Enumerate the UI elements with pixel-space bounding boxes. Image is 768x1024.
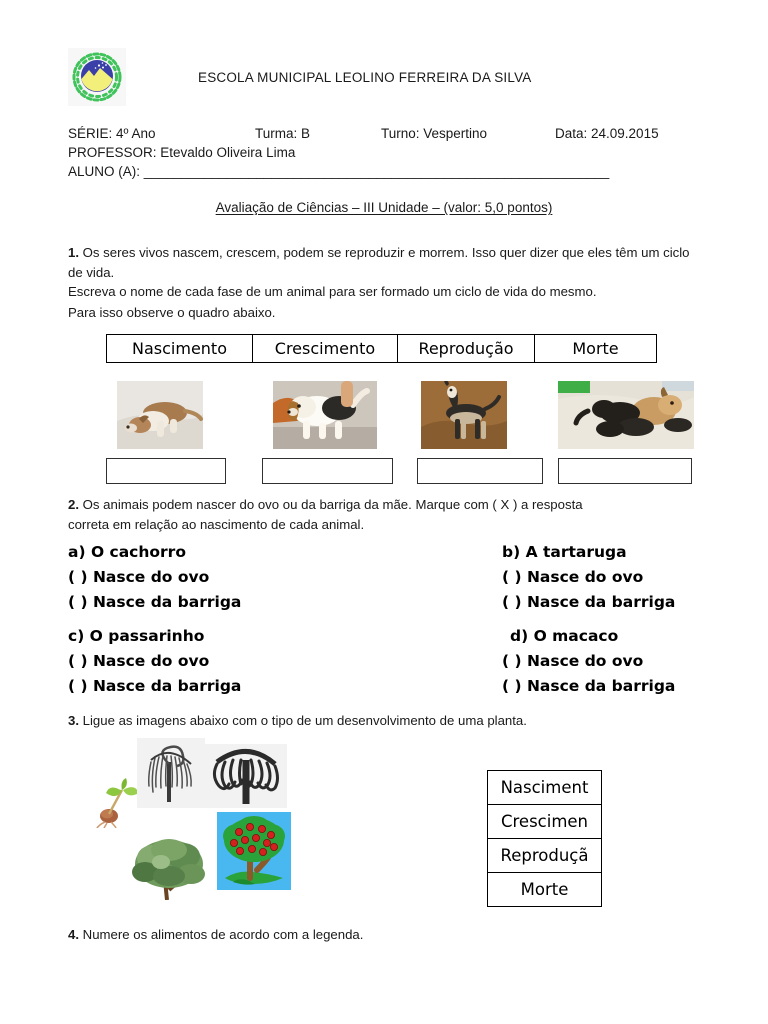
question-3-number: 3. (68, 713, 79, 728)
question-2-text (68, 495, 702, 534)
school-crest-logo (68, 48, 126, 106)
question-2-row-cd (68, 624, 708, 708)
adult-dog-photo (421, 381, 507, 449)
stage-cell-reproducao[interactable]: Reproduçã (488, 839, 602, 873)
plant-images-group (95, 738, 395, 903)
question-4-line: Numere os alimentos de acordo com a legenda. (79, 927, 364, 942)
phase-cell-nascimento: Nascimento (107, 335, 253, 363)
question-2-item-a (68, 540, 241, 615)
stage-cell-nascimento[interactable]: Nasciment (488, 771, 602, 805)
question-2-number: 2. (68, 497, 79, 512)
table-row (488, 839, 602, 873)
question-1-line-3: Para isso observe o quadro abaixo. (68, 304, 276, 320)
class-info-row (68, 124, 708, 143)
willow-tree-silhouette-image (137, 738, 205, 808)
aluno-field[interactable]: ALUNO (A): ______________________________________________________________ (68, 164, 610, 179)
table-row (488, 771, 602, 805)
question-1-text (68, 243, 700, 322)
green-leafy-tree-image (127, 830, 211, 900)
phase-cell-morte: Morte (535, 335, 657, 363)
item-d-option-barriga[interactable]: ( ) Nasce da barriga (502, 677, 676, 695)
answer-box-3[interactable] (417, 458, 543, 484)
stage-cell-morte[interactable]: Morte (488, 873, 602, 907)
plant-stage-table (487, 770, 602, 907)
table-row (107, 335, 657, 363)
question-3-text (68, 711, 702, 730)
question-2-item-d (502, 624, 676, 699)
data-field: Data: 24.09.2015 (555, 126, 659, 141)
answer-box-2[interactable] (262, 458, 393, 484)
life-cycle-phase-table (106, 334, 657, 363)
item-a-option-barriga[interactable]: ( ) Nasce da barriga (68, 593, 242, 611)
question-2-line-2: correta em relação ao nascimento de cada animal. (68, 516, 365, 532)
question-1-line-1: Os seres vivos nascem, crescem, podem se reproduzir e morrem. Isso quer dizer que eles têm um ciclo de vida. (68, 245, 690, 280)
willow-tree-wide-silhouette-image (205, 744, 287, 808)
item-d-option-ovo[interactable]: ( ) Nasce do ovo (502, 652, 644, 670)
question-4-text (68, 925, 668, 944)
table-row (488, 873, 602, 907)
question-4-number: 4. (68, 927, 79, 942)
table-row (488, 805, 602, 839)
phase-cell-reproducao: Reprodução (398, 335, 535, 363)
answer-box-4[interactable] (558, 458, 692, 484)
item-c-label: c) O passarinho (68, 627, 205, 645)
turma-field: Turma: B (255, 126, 311, 141)
evaluation-title-text: Avaliação de Ciências – III Unidade – (valor: 5,0 pontos) (215, 200, 553, 215)
question-2-item-c (68, 624, 241, 699)
item-d-label: d) O macaco (510, 627, 619, 645)
stage-cell-crescimento[interactable]: Crescimen (488, 805, 602, 839)
seedling-sprout-image (95, 776, 141, 828)
serie-field: SÉRIE: 4º Ano (68, 126, 156, 141)
item-c-option-ovo[interactable]: ( ) Nasce do ovo (68, 652, 210, 670)
question-2-row-ab (68, 540, 708, 624)
professor-field: PROFESSOR: Etevaldo Oliveira Lima (68, 145, 296, 160)
item-b-option-ovo[interactable]: ( ) Nasce do ovo (502, 568, 644, 586)
student-info-block (68, 124, 708, 182)
item-b-option-barriga[interactable]: ( ) Nasce da barriga (502, 593, 676, 611)
item-a-label: a) O cachorro (68, 543, 186, 561)
school-name: ESCOLA MUNICIPAL LEOLINO FERREIRA DA SILVA (198, 70, 532, 85)
answer-box-row (106, 458, 698, 484)
question-2-line-1: Os animais podem nascer do ovo ou da barriga da mãe. Marque com ( X ) a resposta (79, 497, 583, 512)
question-2-options-grid (68, 540, 708, 708)
puppy-newborn-photo (117, 381, 203, 449)
item-a-option-ovo[interactable]: ( ) Nasce do ovo (68, 568, 210, 586)
item-b-label: b) A tartaruga (502, 543, 627, 561)
turno-field: Turno: Vespertino (381, 126, 488, 141)
question-3-line: Ligue as imagens abaixo com o tipo de um desenvolvimento de uma planta. (79, 713, 527, 728)
beagle-puppy-photo (273, 381, 377, 449)
evaluation-title (0, 200, 768, 215)
phase-cell-crescimento: Crescimento (253, 335, 398, 363)
animal-photo-row (106, 381, 698, 449)
question-2-item-b (502, 540, 675, 615)
dog-with-puppies-photo (558, 381, 694, 449)
apple-tree-image (217, 812, 291, 890)
question-1-number: 1. (68, 245, 79, 260)
school-header (68, 48, 708, 108)
question-1-line-2: Escreva o nome de cada fase de um animal para ser formado um ciclo de vida do mesmo. (68, 284, 597, 299)
item-c-option-barriga[interactable]: ( ) Nasce da barriga (68, 677, 242, 695)
answer-box-1[interactable] (106, 458, 226, 484)
